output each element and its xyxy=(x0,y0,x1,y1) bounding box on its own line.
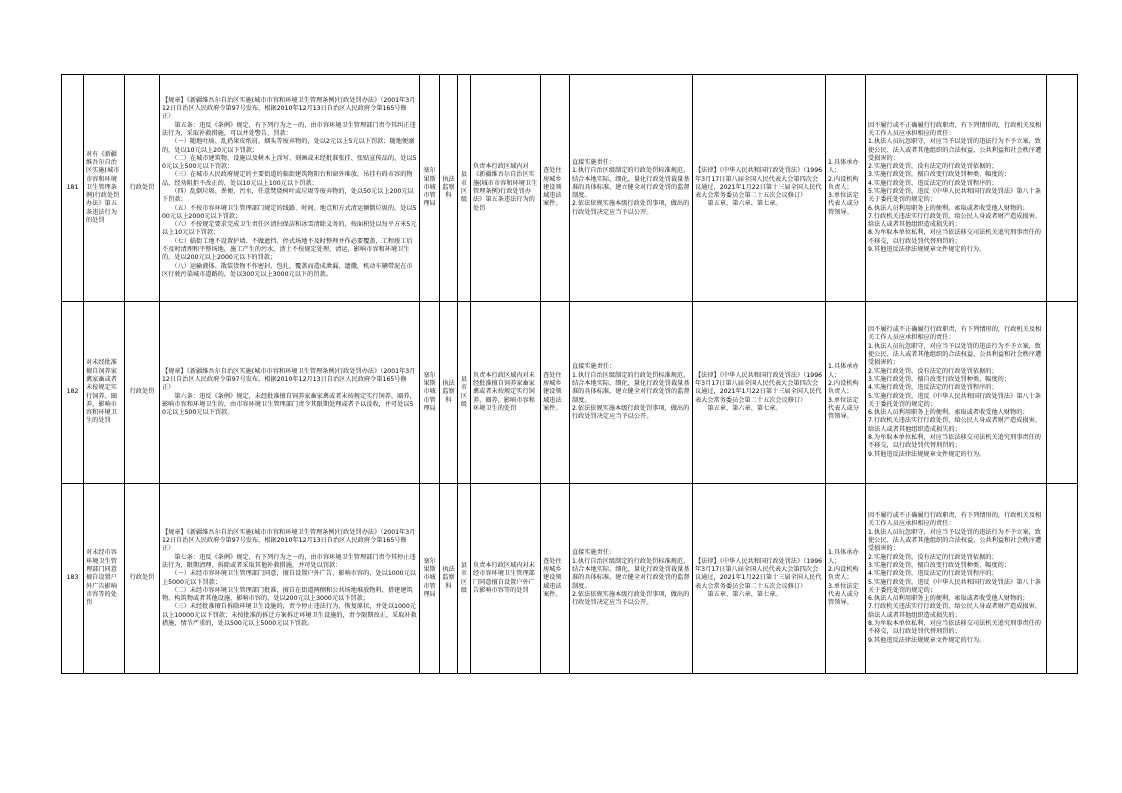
law-basis: 【法律】《中华人民共和国行政处罚法》（1996年3月17日第八届全国人民代表大会第四次会议通过，2021年1月22日第十三届全国人民代表大会常务委员会第二十五次会议修订） 第五章、第六章、第七章。 xyxy=(693,484,826,674)
row-number: 181 xyxy=(62,75,84,302)
department: 塞尔果斯市城市管理局 xyxy=(420,484,440,674)
empty-cell xyxy=(1047,75,1078,302)
admin-level: 县市区级 xyxy=(458,75,471,302)
department: 塞尔果斯市城市管理局 xyxy=(420,75,440,302)
row-number: 182 xyxy=(62,302,84,484)
duty-list-table xyxy=(61,74,1078,674)
implementation-duty: 直接实施责任： 1.执行自治区级制定的行政处罚标准规范，结合本地实际，细化、量化行政处罚裁量基准的具体标准，建立健全对行政处罚的监督制度。 2.依法依规实施本级行政处罚事项，做出的行政处罚决定应当予以公开。 xyxy=(570,75,693,302)
accountability: 因不履行或不正确履行行政职责，有下列情形的，行政机关及相关工作人员应承担相应的责任： 1.执法人员玩忽职守，对应当予以处罚的违法行为不予立案，致使公民、法人或者其他组织的合法权益、公共利益和社会秩序遭受损害的； 2.实施行政处罚，没有法定的行政处罚依据的； 3.实施行政处罚，擅自改变行政处罚种类、幅度的； 4.实施行政处罚，违反法定的行政处罚程序的； 5.实施行政处罚，违反《中华人民共和国行政处罚法》第八十条关于委托处罚的规定的； 6.执法人员利用职务上的便利，索取或者收受他人财物的； 7.行政机关违法实行行政处罚，给公民人身或者财产造成损害、给法人或者其他组织造成损失的； 8.为牟取本单位私利，对应当依法移交司法机关追究刑事责任的不移交，以行政处罚代替刑罚的； 9.其他违反法律法规规章文件规定的行为。 xyxy=(866,75,1047,302)
admin-level: 县市区级 xyxy=(458,302,471,484)
item-name: 对有《新疆维吾尔自治区实施(城市市容和环境卫生管理条例)行政处罚办法》第五条违法行为的处罚 xyxy=(84,75,125,302)
subject-unit: 执法监察科 xyxy=(440,484,458,674)
subject-unit: 执法监察科 xyxy=(440,75,458,302)
accountability: 因不履行或不正确履行行政职责，有下列情形的，行政机关及相关工作人员应承担相应的责任： 1.执法人员玩忽职守，对应当予以处罚的违法行为不予立案，致使公民、法人或者其他组织的合法权益、公共利益和社会秩序遭受损害的； 2.实施行政处罚，没有法定的行政处罚依据的； 3.实施行政处罚，擅自改变行政处罚种类、幅度的； 4.实施行政处罚，违反法定的行政处罚程序的； 5.实施行政处罚，违反《中华人民共和国行政处罚法》第八十条关于委托处罚的规定的； 6.执法人员利用职务上的便利，索取或者收受他人财物的； 7.行政机关违法实行行政处罚，给公民人身或者财产造成损害、给法人或者其他组织造成损失的； 8.为牟取本单位私利，对应当依法移交司法机关追究刑事责任的不移交，以行政处罚代替刑罚的； 9.其他违反法律法规规章文件规定的行为。 xyxy=(866,484,1047,674)
table-row xyxy=(62,75,1078,302)
item-name: 对未经市容环境卫生管理部门同意擅自设置户外广告影响市容等的处罚 xyxy=(84,484,125,674)
legal-basis: 【规章】《新疆维吾尔自治区实施(城市市容和环境卫生管理条例)行政处罚办法》（2001年3月12日自治区人民政府令第97号发布，根据2010年12月13日自治区人民政府令第165号修正） 第七条：违反《条例》规定，有下列行为之一的，由市容环境卫生管理部门责令其停止违法行为，限期清理、拆除或者采取其他补救措施，并可处以罚款： （一）未经市容环境卫生管理部门同意，擅自设置户外广告，影响市容的，处以1000元以上5000元以下罚款； （二）未经市容环境卫生管理部门批准，擅自在街道两侧和公共场地堆放物料、搭建建筑物、构筑物或者其他设施，影响市容的，处以200元以上3000元以下罚款； （三）未经批准擅自拆除环境卫生设施的，责令停止违法行为，恢复原状，并处以1000元以上10000元以下罚款；未按批准的拆迁方案拆迁环境卫生设施的，责令限期改正，采取补救措施，情节严重的，处以500元以上5000元以下罚款。 xyxy=(160,484,420,674)
implementation-duty: 直接实施责任： 1.执行自治区级制定的行政处罚标准规范，结合本地实际，细化、量化行政处罚裁量基准的具体标准，建立健全对行政处罚的监督制度。 2.依法依规实施本级行政处罚事项，做出的行政处罚决定应当予以公开。 xyxy=(570,484,693,674)
department: 塞尔果斯市城市管理局 xyxy=(420,302,440,484)
law-basis: 【法律】《中华人民共和国行政处罚法》（1996年3月17日第八届全国人民代表大会第四次会议通过，2021年1月22日第十三届全国人民代表大会常务委员会第二十五次会议修订） 第五章、第六章、第七章。 xyxy=(693,302,826,484)
legal-basis: 【规章】《新疆维吾尔自治区实施(城市市容和环境卫生管理条例)行政处罚办法》（2001年3月12日自治区人民政府令第97号发布，根据2010年12月13日自治区人民政府令第165号修正） 第五条：违反《条例》规定，有下列行为之一的，由市容环境卫生管理部门责令其纠正违法行为，采取补救措施，可以并处警告、罚款： （一）随地吐痰、乱扔果皮纸屑、烟头等废弃物的，处以2元以上5元以下罚款；随地便溺的，处以10元以上20元以下罚款； （二）在城市建筑物、设施以及树木上涂写、刻画或未经批准张挂、张贴宣传品的，处以50元以上500元以下罚款； （三）在城市人民政府规定的主要街道的临街建筑物阳台和窗外堆放、吊挂有碍市容的物品，经劝阻拒不改正的，处以10元以上100元以下罚款； （四）乱倒垃圾、粪便、污水，任意焚烧树叶或垃圾等废弃物的，处以50元以上200元以下罚款； （五）不按市容环境卫生管理部门规定的线路、时间、地点和方式清运倾倒垃圾的，处以500元以上2000元以下罚款； （六）不按规定要求完成卫生责任区清扫保洁和冰雪清除义务的，按面积处以每平方米5元以上10元以下罚款； （七）临街工地不设置护墙、不做遮挡、停式场地不及时整理并作必要覆盖，工程竣工后不及时清理和平整场地，施工产生的污水、渣土不按规定处理、清运，影响市容和环境卫生的，处以200元以上2000元以下的罚款； （八）运输液体、散装货物不作密封、包扎、覆盖而造成泄漏、遗撒，机动车辆带泥在市区行驶污染城市道路的，处以300元以上3000元以下的罚款。 xyxy=(160,75,420,302)
law-basis: 【法律】《中华人民共和国行政处罚法》（1996年3月17日第八届全国人民代表大会第四次会议通过，2021年1月22日第十三届全国人民代表大会常务委员会第二十五次会议修订） 第五章、第六章、第七章。 xyxy=(693,75,826,302)
empty-cell xyxy=(1047,484,1078,674)
note: 查处住房城乡建设领域违法案件。 xyxy=(541,302,570,484)
table-row xyxy=(62,302,1078,484)
item-name: 对未经批准擅自饲养家禽家畜或者未按规定实行饲养、圈养，影响市容和环境卫生的处罚 xyxy=(84,302,125,484)
accountability: 因不履行或不正确履行行政职责，有下列情形的，行政机关及相关工作人员应承担相应的责任： 1.执法人员玩忽职守，对应当予以处罚的违法行为不予立案，致使公民、法人或者其他组织的合法权益、公共利益和社会秩序遭受损害的； 2.实施行政处罚，没有法定的行政处罚依据的； 3.实施行政处罚，擅自改变行政处罚种类、幅度的； 4.实施行政处罚，违反法定的行政处罚程序的； 5.实施行政处罚，违反《中华人民共和国行政处罚法》第八十条关于委托处罚的规定的； 6.执法人员利用职务上的便利，索取或者收受他人财物的； 7.行政机关违法实行行政处罚，给公民人身或者财产造成损害、给法人或者其他组织造成损失的； 8.为牟取本单位私利，对应当依法移交司法机关追究刑事责任的不移交，以行政处罚代替刑罚的； 9.其他违反法律法规规章文件规定的行为。 xyxy=(866,302,1047,484)
row-number: 183 xyxy=(62,484,84,674)
legal-basis: 【规章】《新疆维吾尔自治区实施(城市市容和环境卫生管理条例)行政处罚办法》（2001年3月12日自治区人民政府令第97号发布，根据2010年12月13日自治区人民政府令第165号修正） 第六条：违反《条例》规定，未经批准擅自饲养家畜家禽或者未按规定实行饲养、圈养，影响市容和环境卫生的，由市容环境卫生管理部门责令其限期处理或者予以没收，并可处以50元以上500元以下罚款。 xyxy=(160,302,420,484)
duty-content: 负责本行政区域内对《新疆维吾尔自治区实施(城市市容和环境卫生管理条例)行政处罚办法》第五条违法行为的处罚 xyxy=(471,75,541,302)
empty-cell xyxy=(1047,302,1078,484)
item-category: 行政处罚 xyxy=(125,484,160,674)
item-category: 行政处罚 xyxy=(125,302,160,484)
subject-unit: 执法监察科 xyxy=(440,302,458,484)
duty-content: 负责本行政区域内对未经批准擅自饲养家畜家禽或者未按规定实行饲养、圈养，影响市容和环境卫生的处罚 xyxy=(471,302,541,484)
note: 查处住房城乡建设领域违法案件。 xyxy=(541,484,570,674)
responsible-persons: 1.具体承办人； 2.内设机构负责人； 3.单位法定代表人或分管领导。 xyxy=(826,75,866,302)
implementation-duty: 直接实施责任： 1.执行自治区级制定的行政处罚标准规范，结合本地实际，细化、量化行政处罚裁量基准的具体标准，建立健全对行政处罚的监督制度。 2.依法依规实施本级行政处罚事项，做出的行政处罚决定应当予以公开。 xyxy=(570,302,693,484)
item-category: 行政处罚 xyxy=(125,75,160,302)
note: 查处住房城乡建设领域违法案件。 xyxy=(541,75,570,302)
duty-content: 负责本行政区域内对未经市容环境卫生管理部门同意擅自设置户外广告影响市容等的处罚 xyxy=(471,484,541,674)
table-row xyxy=(62,484,1078,674)
responsible-persons: 1.具体承办人； 2.内设机构负责人； 3.单位法定代表人或分管领导。 xyxy=(826,484,866,674)
responsible-persons: 1.具体承办人； 2.内设机构负责人； 3.单位法定代表人或分管领导。 xyxy=(826,302,866,484)
admin-level: 县市区级 xyxy=(458,484,471,674)
